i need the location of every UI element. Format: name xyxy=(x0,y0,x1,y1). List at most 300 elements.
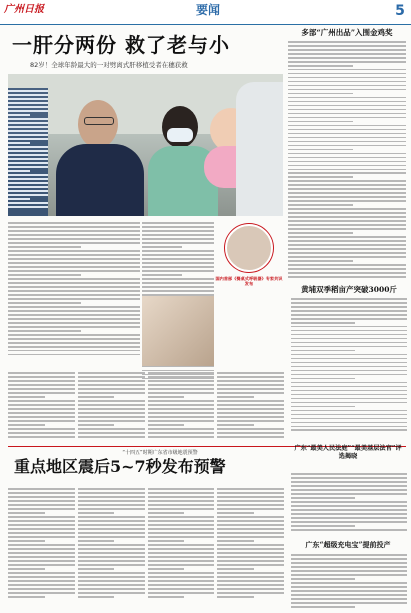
text-line xyxy=(148,396,185,398)
text-line xyxy=(288,105,406,107)
text-line xyxy=(78,544,145,546)
text-line xyxy=(291,570,407,572)
text-line xyxy=(217,576,284,578)
text-line xyxy=(78,580,145,582)
text-line xyxy=(217,492,284,494)
text-line xyxy=(78,424,115,426)
text-line xyxy=(291,378,355,380)
text-line xyxy=(288,188,406,190)
text-line xyxy=(8,508,75,510)
text-line xyxy=(78,568,115,570)
text-line xyxy=(78,564,145,566)
text-line xyxy=(8,334,140,336)
text-line xyxy=(217,388,284,390)
text-line xyxy=(8,254,140,256)
text-line xyxy=(148,588,215,590)
text-line xyxy=(217,380,284,382)
text-line xyxy=(288,153,406,155)
text-line xyxy=(288,161,406,163)
text-line xyxy=(291,302,407,304)
text-line xyxy=(217,572,284,574)
text-line xyxy=(288,65,353,67)
text-line xyxy=(148,384,215,386)
text-line xyxy=(288,272,406,274)
text-line xyxy=(148,496,215,498)
text-line xyxy=(78,376,145,378)
text-line xyxy=(291,529,407,531)
text-line xyxy=(217,500,284,502)
text-line xyxy=(291,505,407,507)
second-story-body xyxy=(8,486,284,606)
text-line xyxy=(148,436,215,438)
doctor-portrait-photo xyxy=(142,296,214,366)
text-line xyxy=(291,390,407,392)
masthead xyxy=(0,0,411,25)
text-line xyxy=(142,234,214,236)
text-line xyxy=(291,578,355,580)
text-line xyxy=(142,226,214,228)
text-line xyxy=(8,186,48,188)
text-line xyxy=(288,180,406,182)
text-line xyxy=(288,117,406,119)
text-line xyxy=(288,101,406,103)
text-line xyxy=(288,165,406,167)
text-line xyxy=(148,576,215,578)
text-line xyxy=(148,572,215,574)
text-line xyxy=(291,386,407,388)
text-line xyxy=(8,350,140,352)
text-line xyxy=(8,596,45,598)
text-line xyxy=(217,504,284,506)
text-line xyxy=(142,238,214,240)
text-line xyxy=(8,516,75,518)
text-line xyxy=(288,57,406,59)
text-line xyxy=(8,560,75,562)
text-line xyxy=(288,256,406,258)
right-story-1-title: 多部“广州出品”入围金鸡奖 xyxy=(301,28,393,37)
second-story-headline: 重点地区震后5~7秒发布预警 xyxy=(14,457,226,476)
lead-story-continuation xyxy=(8,370,284,442)
text-line xyxy=(8,512,45,514)
text-line xyxy=(8,400,75,402)
text-line xyxy=(142,230,214,232)
text-line xyxy=(148,560,215,562)
text-line xyxy=(8,354,140,356)
text-line xyxy=(78,380,145,382)
text-line xyxy=(78,420,145,422)
text-line xyxy=(8,162,48,164)
text-line xyxy=(217,540,254,542)
text-line xyxy=(8,130,48,132)
text-line xyxy=(78,512,115,514)
text-line xyxy=(291,306,407,308)
text-line xyxy=(217,400,284,402)
text-line xyxy=(217,516,284,518)
text-line xyxy=(291,485,407,487)
text-line xyxy=(288,129,406,131)
text-line xyxy=(148,432,215,434)
right-bottom-body-1 xyxy=(291,471,407,535)
text-line xyxy=(8,150,48,152)
text-line xyxy=(217,596,254,598)
text-line xyxy=(8,408,75,410)
text-line xyxy=(291,525,355,527)
text-line xyxy=(8,576,75,578)
text-line xyxy=(142,254,214,256)
text-line xyxy=(8,262,140,264)
text-line xyxy=(78,508,145,510)
text-line xyxy=(8,282,140,284)
text-line xyxy=(288,45,406,47)
text-line xyxy=(288,69,406,71)
text-line xyxy=(291,350,355,352)
text-lines xyxy=(148,488,215,597)
text-line xyxy=(291,566,407,568)
text-line xyxy=(78,500,145,502)
text-line xyxy=(8,182,48,184)
text-line xyxy=(78,416,145,418)
text-line xyxy=(142,290,214,292)
text-line xyxy=(291,366,407,368)
text-line xyxy=(288,133,406,135)
text-line xyxy=(288,41,406,43)
text-line xyxy=(8,246,81,248)
text-line xyxy=(8,118,48,120)
text-line xyxy=(78,528,145,530)
text-line xyxy=(288,248,406,250)
text-line xyxy=(288,109,406,111)
text-line xyxy=(8,278,140,280)
text-line xyxy=(291,410,407,412)
text-line xyxy=(8,114,30,116)
text-line xyxy=(8,420,75,422)
text-line xyxy=(78,520,145,522)
text-line xyxy=(291,554,407,556)
text-line xyxy=(8,258,140,260)
text-lines xyxy=(8,222,140,355)
text-line xyxy=(217,428,284,430)
text-line xyxy=(78,400,145,402)
text-line xyxy=(288,73,406,75)
text-line xyxy=(78,432,145,434)
text-line xyxy=(8,234,140,236)
text-line xyxy=(8,238,140,240)
text-line xyxy=(148,584,215,586)
text-line xyxy=(8,322,140,324)
text-line xyxy=(148,548,215,550)
text-line xyxy=(8,528,75,530)
text-line xyxy=(142,262,214,264)
text-line xyxy=(291,497,355,499)
text-line xyxy=(288,141,406,143)
text-line xyxy=(288,216,406,218)
text-line xyxy=(217,396,254,398)
text-line xyxy=(142,282,214,284)
text-line xyxy=(8,580,75,582)
text-line xyxy=(291,314,407,316)
text-line xyxy=(78,588,145,590)
text-line xyxy=(217,392,284,394)
text-line xyxy=(217,564,284,566)
text-line xyxy=(291,429,407,431)
text-line xyxy=(288,145,406,147)
text-line xyxy=(291,318,407,320)
text-line xyxy=(217,588,284,590)
text-line xyxy=(291,362,407,364)
doctor-body xyxy=(56,144,144,216)
text-line xyxy=(291,406,355,408)
text-line xyxy=(8,380,75,382)
text-line xyxy=(148,428,215,430)
text-line xyxy=(148,412,215,414)
text-line xyxy=(217,384,284,386)
text-line xyxy=(217,512,254,514)
text-line xyxy=(8,564,75,566)
text-line xyxy=(142,258,214,260)
text-line xyxy=(8,126,48,128)
text-line xyxy=(78,572,145,574)
text-line xyxy=(8,190,48,192)
photo-doctor xyxy=(56,100,144,216)
text-line xyxy=(142,242,214,244)
text-lines xyxy=(291,473,407,530)
text-line xyxy=(8,110,48,112)
text-line xyxy=(217,376,284,378)
text-column xyxy=(78,370,145,442)
text-line xyxy=(8,94,48,96)
text-line xyxy=(8,412,75,414)
text-lines xyxy=(291,554,407,607)
text-line xyxy=(8,536,75,538)
text-line xyxy=(291,426,407,428)
text-line xyxy=(217,372,284,374)
text-line xyxy=(217,548,284,550)
text-line xyxy=(288,260,353,262)
text-line xyxy=(78,496,145,498)
text-line xyxy=(288,268,406,270)
text-line xyxy=(217,568,254,570)
text-line xyxy=(288,212,406,214)
text-line xyxy=(291,582,407,584)
text-line xyxy=(8,428,75,430)
text-line xyxy=(142,222,214,224)
text-line xyxy=(217,536,284,538)
text-line xyxy=(217,424,254,426)
text-line xyxy=(8,436,75,438)
text-line xyxy=(291,342,407,344)
text-line xyxy=(78,532,145,534)
text-line xyxy=(288,220,406,222)
text-line xyxy=(291,370,407,372)
text-line xyxy=(8,584,75,586)
text-line xyxy=(8,134,48,136)
text-line xyxy=(288,276,406,278)
text-line xyxy=(78,560,145,562)
text-line xyxy=(217,584,284,586)
text-line xyxy=(148,500,215,502)
text-line xyxy=(8,286,140,288)
right-bottom-headline-2: 广东“超级充电宝”提前投产 xyxy=(305,540,391,549)
text-line xyxy=(288,61,406,63)
text-line xyxy=(288,77,406,79)
text-line xyxy=(148,552,215,554)
text-line xyxy=(8,326,140,328)
text-line xyxy=(8,166,48,168)
newspaper-logo: 广州日报 xyxy=(4,4,44,15)
text-line xyxy=(148,528,215,530)
text-line xyxy=(8,544,75,546)
text-line xyxy=(291,354,407,356)
lead-subhead: 82岁！全球年龄最大的一对劈离式肝移植受者在穗获救 xyxy=(30,61,188,69)
text-line xyxy=(8,524,75,526)
text-line xyxy=(148,372,215,374)
text-line xyxy=(291,298,407,300)
text-line xyxy=(291,481,407,483)
text-column xyxy=(78,486,145,606)
text-line xyxy=(217,412,284,414)
text-line xyxy=(8,206,48,208)
second-story-kicker: “十四五”时期广东省市级地震预警 xyxy=(122,450,198,456)
text-line xyxy=(291,574,407,576)
text-column xyxy=(217,370,284,442)
text-line xyxy=(8,138,48,140)
text-line xyxy=(288,184,406,186)
text-line xyxy=(8,106,48,108)
text-line xyxy=(8,170,30,172)
text-lines xyxy=(8,488,75,597)
text-line xyxy=(288,113,406,115)
text-line xyxy=(288,89,406,91)
text-line xyxy=(288,49,406,51)
text-column xyxy=(8,370,75,442)
text-line xyxy=(288,149,353,151)
text-line xyxy=(291,330,407,332)
text-line xyxy=(291,590,407,592)
text-line xyxy=(8,540,45,542)
text-line xyxy=(291,398,407,400)
text-line xyxy=(217,580,284,582)
text-line xyxy=(291,422,407,424)
text-line xyxy=(288,204,353,206)
text-line xyxy=(148,512,185,514)
text-line xyxy=(78,548,145,550)
text-line xyxy=(288,228,406,230)
text-line xyxy=(288,121,353,123)
text-line xyxy=(148,488,215,490)
text-line xyxy=(8,556,75,558)
text-line xyxy=(291,493,407,495)
text-line xyxy=(288,252,406,254)
text-line xyxy=(291,394,407,396)
right-story-3-title: 黄埔双季稻亩产突破3000斤 xyxy=(301,285,397,294)
text-line xyxy=(8,504,75,506)
text-line xyxy=(148,540,185,542)
text-line xyxy=(8,392,75,394)
text-line xyxy=(8,146,48,148)
text-line xyxy=(291,562,407,564)
text-line xyxy=(148,416,215,418)
text-line xyxy=(8,500,75,502)
text-line xyxy=(288,200,406,202)
text-line xyxy=(217,592,284,594)
text-line xyxy=(78,556,145,558)
text-line xyxy=(8,496,75,498)
text-line xyxy=(142,286,214,288)
text-line xyxy=(8,310,140,312)
text-column xyxy=(217,486,284,606)
text-line xyxy=(142,266,214,268)
lead-headline: 一肝分两份 救了老与小 xyxy=(12,33,230,57)
text-line xyxy=(78,552,145,554)
text-line xyxy=(8,198,30,200)
text-lines xyxy=(8,90,48,207)
text-line xyxy=(148,404,215,406)
text-line xyxy=(148,524,215,526)
text-line xyxy=(78,536,145,538)
text-line xyxy=(291,517,407,519)
text-column xyxy=(148,370,215,442)
text-line xyxy=(288,236,406,238)
text-lines xyxy=(217,488,284,597)
text-line xyxy=(148,508,215,510)
inset-portrait xyxy=(225,224,273,272)
text-line xyxy=(288,97,406,99)
text-line xyxy=(8,122,48,124)
text-line xyxy=(8,372,75,374)
text-line xyxy=(78,592,145,594)
text-line xyxy=(142,366,214,368)
text-line xyxy=(142,270,214,272)
text-line xyxy=(288,169,406,171)
text-line xyxy=(8,424,45,426)
text-line xyxy=(8,306,140,308)
text-line xyxy=(288,172,406,174)
text-line xyxy=(8,174,48,176)
text-line xyxy=(148,568,185,570)
text-line xyxy=(148,520,215,522)
text-line xyxy=(148,424,185,426)
text-line xyxy=(217,520,284,522)
text-line xyxy=(78,540,115,542)
text-line xyxy=(78,576,145,578)
right-bottom-headline-1: 广东“最美人民法庭”“最美基层法官”评选揭晓 xyxy=(294,445,402,460)
section-title: 要闻 xyxy=(195,3,220,17)
text-line xyxy=(78,404,145,406)
text-line xyxy=(148,544,215,546)
text-line xyxy=(8,154,48,156)
text-line xyxy=(78,408,145,410)
text-line xyxy=(217,544,284,546)
inset-callout: 国内首部《餐桌式呼吸器》专家共识发布 xyxy=(215,276,283,287)
text-line xyxy=(288,192,406,194)
text-line xyxy=(148,420,215,422)
text-line xyxy=(217,528,284,530)
text-lines xyxy=(78,372,145,437)
text-lines xyxy=(217,372,284,437)
text-line xyxy=(291,473,407,475)
text-line xyxy=(78,384,145,386)
text-line xyxy=(8,274,81,276)
text-line xyxy=(8,568,45,570)
text-line xyxy=(8,416,75,418)
text-line xyxy=(8,250,140,252)
text-line xyxy=(291,310,407,312)
text-line xyxy=(8,330,81,332)
page-number: 5 xyxy=(395,3,405,19)
text-line xyxy=(8,388,75,390)
text-line xyxy=(142,246,182,248)
text-line xyxy=(291,326,407,328)
